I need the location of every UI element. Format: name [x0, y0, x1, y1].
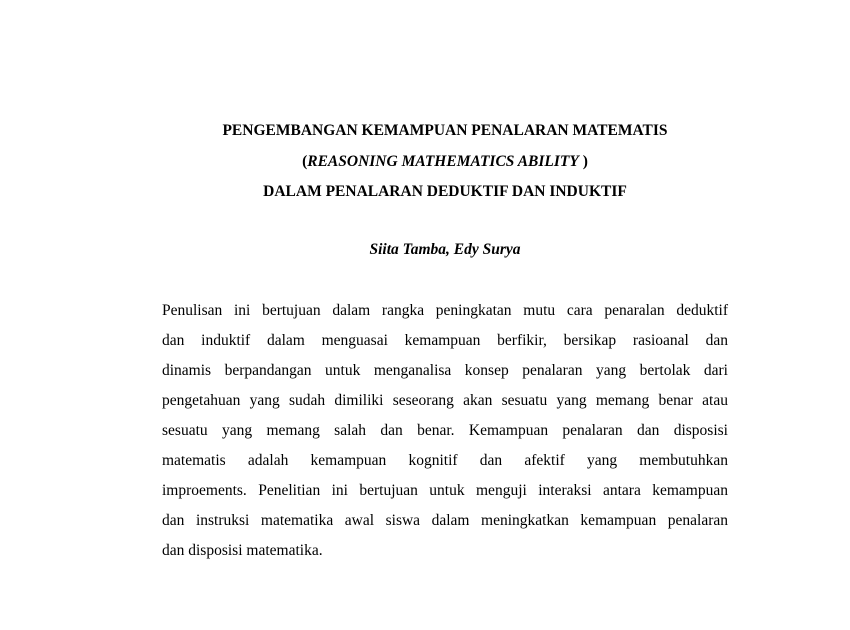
title-line-2	[0, 152, 850, 172]
abstract-line: dan induktif dalam menguasai kemampuan berfikir, bersikap rasioanal dan	[162, 332, 728, 349]
title-line-3: DALAM PENALARAN DEDUKTIF DAN INDUKTIF	[263, 183, 627, 200]
abstract-line: dan instruksi matematika awal siswa dalam meningkatkan kemampuan penalaran	[162, 512, 728, 529]
title-line-2-close: )	[578, 153, 588, 170]
authors: Siita Tamba, Edy Surya	[369, 241, 521, 258]
abstract-line: sesuatu yang memang salah dan benar. Kemampuan penalaran dan disposisi	[162, 422, 728, 439]
abstract-line: dan disposisi matematika.	[162, 542, 323, 559]
abstract-line: pengetahuan yang sudah dimiliki seseorang akan sesuatu yang memang benar atau	[162, 392, 728, 409]
abstract-line: dinamis berpandangan untuk menganalisa konsep penalaran yang bertolak dari	[162, 362, 728, 379]
abstract-paragraph	[162, 296, 728, 566]
abstract-line: improements. Penelitian ini bertujuan untuk menguji interaksi antara kemampuan	[162, 482, 728, 499]
abstract-line: Penulisan ini bertujuan dalam rangka peningkatan mutu cara penaralan deduktif	[162, 302, 728, 319]
title-line-1: PENGEMBANGAN KEMAMPUAN PENALARAN MATEMATIS	[222, 122, 668, 139]
title-line-2-italic: REASONING MATHEMATICS ABILITY	[307, 153, 579, 170]
title-line-2-open: (	[302, 153, 308, 170]
abstract-line: matematis adalah kemampuan kognitif dan afektif yang membutuhkan	[162, 452, 728, 469]
